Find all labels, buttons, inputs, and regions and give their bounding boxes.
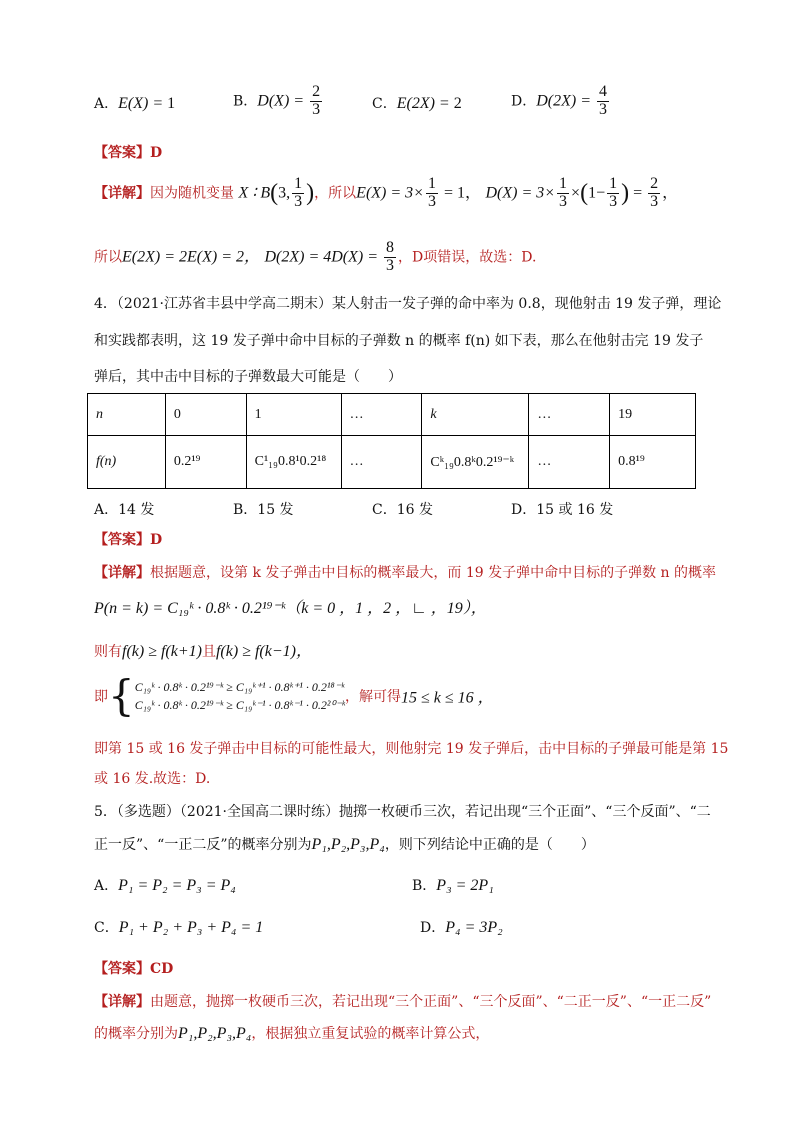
detail-text: 所以 — [94, 249, 122, 266]
table-cell: f(n) — [88, 436, 166, 489]
detail-text: 则有 — [94, 644, 122, 660]
detail-text: 根据题意，设第 k 发子弹击中目标的概率最大，而 19 发子弹中命中目标的子弹数 n 的概率 — [150, 565, 717, 581]
q5-option-a — [94, 875, 236, 895]
table-cell: n — [88, 394, 166, 436]
q4-detail-line1 — [94, 562, 716, 582]
system-line: C₁₉ᵏ · 0.8ᵏ · 0.2¹⁹⁻ᵏ ≥ C₁₉ᵏ⁺¹ · 0.8ᵏ⁺¹ · 0.2¹⁸⁻ᵏ — [134, 680, 345, 694]
q3-option-b — [233, 84, 324, 119]
q4-stem-line2: 和实践都表明，这 19 发子弹中命中目标的子弹数 n 的概率 f(n) 如下表，那么在他射击完 19 发子 — [94, 333, 704, 349]
q5-detail-line2 — [94, 1023, 489, 1043]
math-expr: 3, — [278, 184, 291, 202]
detail-label: 【详解】 — [94, 185, 150, 202]
q4-option-c: C．16 发 — [372, 502, 433, 518]
fraction-numerator: 4 — [599, 83, 608, 100]
option-letter: C． — [372, 96, 397, 112]
detail-text: 由题意，抛掷一枚硬币三次，若记出现“三个正面”、“三个反面”、“二正一反”、“一正二反” — [150, 994, 712, 1010]
fraction-denominator: 3 — [427, 192, 436, 210]
math-expr: × — [571, 184, 581, 202]
math-expr: 1− — [588, 184, 606, 202]
q4-option-b: B．15 发 — [233, 502, 294, 518]
fraction-denominator: 3 — [294, 192, 303, 210]
q3-option-c — [372, 93, 462, 113]
table-cell: 1 — [246, 394, 341, 436]
math-expr: = 1， — [439, 184, 481, 202]
option-letter: D． — [420, 920, 446, 936]
detail-text: ，解可得 — [344, 689, 401, 705]
option-value: 1 — [167, 95, 176, 112]
option-letter: B． — [412, 878, 437, 894]
math-expr: 15 ≤ k ≤ 16 ， — [400, 689, 494, 707]
fraction-denominator: 3 — [559, 192, 568, 210]
q3-detail-line1: 【详解】因为随机变量 X ∶ B(3, $\frac{1}{3}$ )，所以E(X) = 3× $\frac{1}{3}$ = 1， D(X) = 3× $\frac{1}{3}$ ×(1− $\frac{1}{3}$ ) = $\frac{2}{3}$ ， — [94, 175, 679, 210]
math-expr: X ∶ B — [238, 184, 271, 202]
q5-detail-line1 — [94, 991, 711, 1011]
stem-text: 正一反”、“一正二反”的概率分别为 — [94, 837, 312, 853]
detail-text: 因为随机变量 — [150, 185, 234, 202]
table-row — [88, 436, 696, 489]
table-cell: 19 — [610, 394, 696, 436]
q5-answer: 【答案】CD — [94, 961, 174, 977]
q4-stem-line3: 弹后，其中击中目标的子弹数最大可能是（ ） — [94, 369, 402, 385]
detail-label: 【详解】 — [94, 565, 150, 581]
q3-detail-line2 — [94, 240, 536, 275]
math-expr: P₁,P₂,P₃,P₄ — [178, 1025, 252, 1042]
q5-option-d — [420, 917, 503, 937]
option-expr: P₁ + P₂ + P₃ + P₄ = 1 — [118, 919, 264, 936]
table-cell: … — [341, 394, 422, 436]
math-expr: f(k) ≥ f(k−1)， — [215, 643, 312, 660]
fraction-denominator: 3 — [312, 100, 321, 118]
option-expr: D(2X) = — [536, 92, 596, 110]
q4-stem-line1: 4．（2021·江苏省丰县中学高二期末）某人射击一发子弹的命中率为 0.8，现他射击 19 发子弹，理论 — [94, 296, 722, 312]
option-expr: E(X) = — [118, 95, 168, 112]
q3-option-d — [511, 84, 611, 119]
fraction-numerator: 1 — [427, 175, 436, 192]
q4-option-a: A．14 发 — [94, 502, 155, 518]
q5-option-b — [412, 875, 494, 895]
detail-text: 的概率分别为 — [94, 1026, 178, 1042]
detail-text: 且 — [201, 644, 216, 660]
probability-table — [87, 393, 696, 489]
fraction-numerator: 1 — [294, 175, 303, 192]
brace-icon: { — [108, 671, 135, 720]
option-letter: C． — [94, 920, 119, 936]
detail-text: ，所以 — [314, 185, 357, 202]
fraction-denominator: 3 — [386, 256, 395, 274]
table-cell: C¹₁₉0.8¹0.2¹⁸ — [246, 436, 341, 489]
fraction-denominator: 3 — [650, 192, 659, 210]
q4-detail-line4 — [94, 671, 494, 720]
q4-detail-line3 — [94, 638, 312, 661]
option-expr: D(X) = — [257, 92, 309, 110]
q4-option-d: D．15 或 16 发 — [511, 502, 614, 518]
q4-detail-line5: 即第 15 或 16 发子弹击中目标的可能性最大，则他射完 19 发子弹后，击中目标的子弹最可能是第 15 — [94, 741, 729, 757]
table-row — [88, 394, 696, 436]
inequality-system — [135, 678, 345, 714]
table-cell: … — [529, 436, 610, 489]
q3-option-a — [94, 93, 175, 113]
q4-detail-line6: 或 16 发.故选：D. — [94, 771, 211, 787]
option-letter: D． — [511, 93, 537, 110]
fraction-numerator: 8 — [386, 239, 395, 256]
fraction-numerator: 2 — [650, 175, 659, 192]
table-cell: … — [341, 436, 422, 489]
q3-answer: 【答案】D — [94, 145, 163, 161]
option-letter: B． — [233, 93, 258, 110]
detail-text: ，D项错误，故选：D. — [398, 249, 537, 266]
q4-answer: 【答案】D — [94, 532, 163, 548]
detail-label: 【详解】 — [94, 994, 150, 1010]
fraction-numerator: 1 — [609, 175, 618, 192]
fraction-denominator: 3 — [599, 100, 608, 118]
math-expr: = — [629, 184, 647, 202]
table-cell: 0.8¹⁹ — [610, 436, 696, 489]
math-expr: E(2X) = 2E(X) = 2， — [122, 248, 261, 266]
option-expr: E(2X) = — [396, 95, 454, 112]
detail-text: ，根据独立重复试验的概率计算公式， — [251, 1026, 490, 1042]
detail-text: 即 — [94, 689, 108, 705]
fraction-numerator: 2 — [312, 83, 321, 100]
table-cell: k — [422, 394, 529, 436]
system-line: C₁₉ᵏ · 0.8ᵏ · 0.2¹⁹⁻ᵏ ≥ C₁₉ᵏ⁻¹ · 0.8ᵏ⁻¹ · 0.2²⁰⁻ᵏ — [134, 698, 345, 712]
math-expr: f(k) ≥ f(k+1) — [122, 643, 202, 660]
option-letter: A． — [94, 96, 119, 112]
q5-stem-line2 — [94, 834, 595, 854]
fraction-denominator: 3 — [609, 192, 618, 210]
fraction-numerator: 1 — [559, 175, 568, 192]
q5-option-c — [94, 917, 263, 937]
option-expr: P₃ = 2P₁ — [436, 877, 494, 894]
option-value: 2 — [453, 95, 462, 112]
math-expr: D(X) = 3× — [485, 184, 556, 202]
option-expr: P₄ = 3P₂ — [445, 919, 503, 936]
math-expr: E(X) = 3× — [356, 184, 424, 202]
table-cell: 0.2¹⁹ — [165, 436, 246, 489]
math-expr: P₁,P₂,P₃,P₄ — [311, 836, 385, 853]
table-cell: Cᵏ₁₉0.8ᵏ0.2¹⁹⁻ᵏ — [422, 436, 529, 489]
table-cell: 0 — [165, 394, 246, 436]
q4-detail-line2: P(n = k) = C₁₉ᵏ · 0.8ᵏ · 0.2¹⁹⁻ᵏ（k = 0 ，1 ，2 ，∟ ，19）， — [94, 600, 487, 617]
q5-stem-line1: 5．（多选题）（2021·全国高二课时练）抛掷一枚硬币三次，若记出现“三个正面”、“三个反面”、“二 — [94, 804, 711, 820]
option-letter: A． — [94, 878, 119, 894]
stem-text: ，则下列结论中正确的是（ ） — [384, 837, 595, 853]
math-expr: D(2X) = 4D(X) = — [264, 248, 383, 266]
table-cell: … — [529, 394, 610, 436]
option-expr: P₁ = P₂ = P₃ = P₄ — [118, 877, 236, 894]
